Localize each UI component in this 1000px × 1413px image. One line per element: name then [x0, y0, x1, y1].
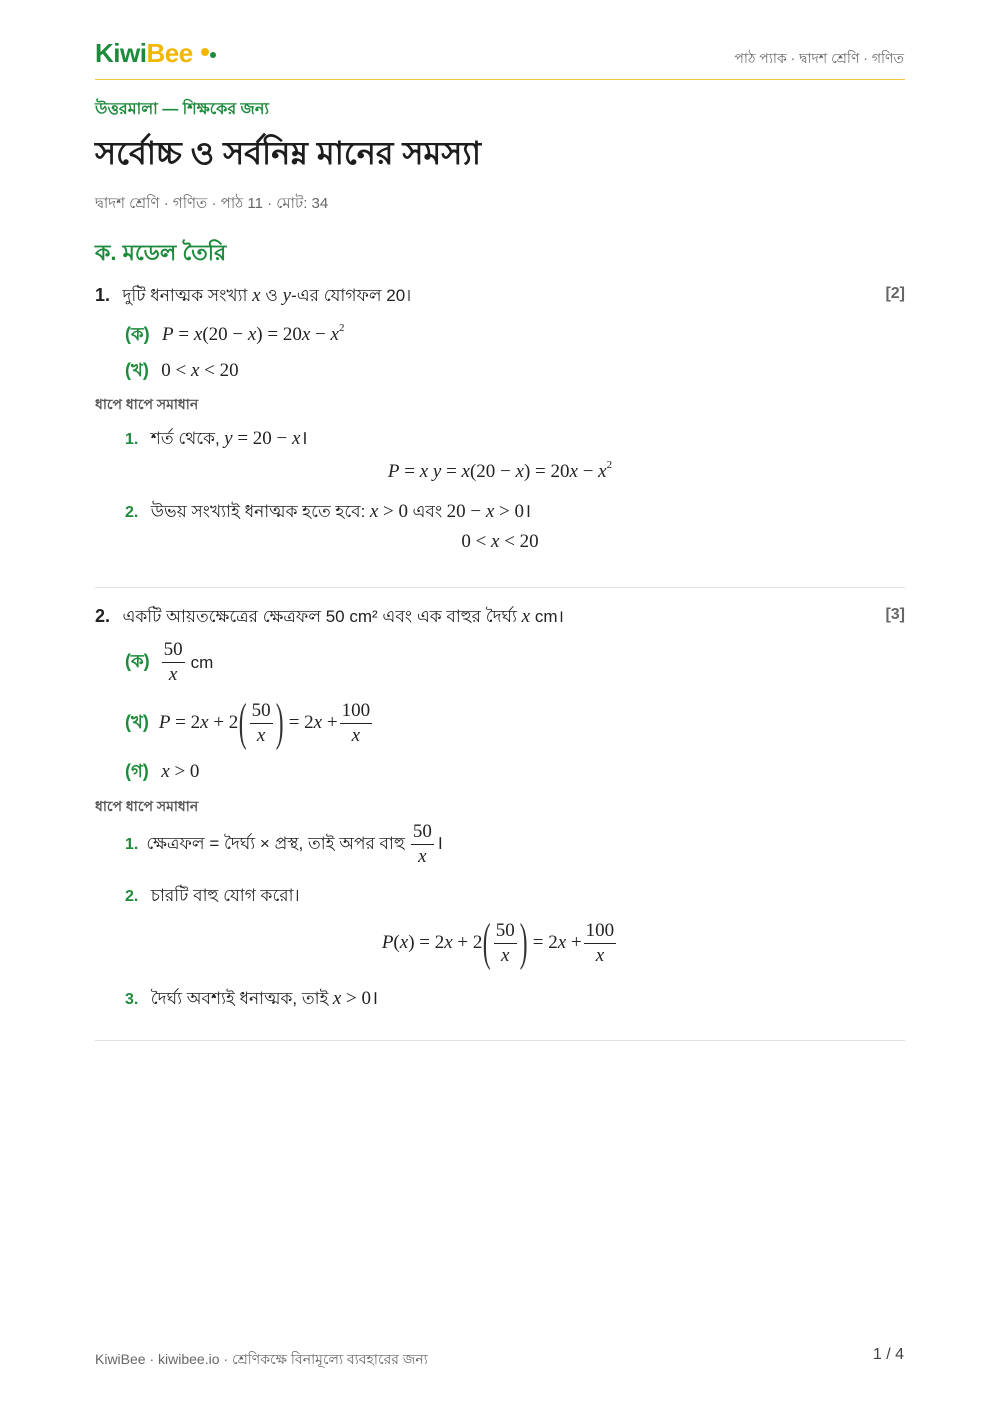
question-text-part: একটি আয়তক্ষেত্রের ক্ষেত্রফল 50 cm² এবং এক বাহুর দৈর্ঘ্য	[122, 607, 517, 626]
step-2-1	[125, 822, 443, 867]
step-expression: $\frac{50}{x}$ ।	[412, 821, 444, 867]
step-2-2	[125, 883, 300, 911]
marks-badge: [3]	[885, 606, 905, 623]
step-expression: 20 − x > 0।	[446, 501, 532, 522]
step-number: 1.	[125, 835, 139, 853]
answer-expression: P = 2 x + 2 ( $\frac{50}{x}$ ) = 2 x + $\frac{100}{x}$	[158, 694, 371, 751]
header-meta: পাঠ প্যাক · দ্বাদশ শ্রেণি · গণিত	[734, 50, 904, 66]
step-text: শর্ত থেকে,	[150, 429, 220, 448]
answer-1b	[125, 356, 239, 387]
question-number: 2.	[95, 606, 111, 626]
display-equation: P ( x ) = 2 x + 2 ( $\frac{50}{x}$ ) = 2 x + $\frac{100}{x}$	[381, 914, 615, 971]
question-number: 1.	[95, 285, 111, 305]
footer-text: KiwiBee · kiwibee.io · শ্রেণিকক্ষে বিনামূল্যে ব্যবহারের জন্য	[95, 1351, 428, 1367]
answer-label: (ক)	[125, 651, 150, 671]
step-expression: y = 20 − x।	[224, 428, 308, 449]
logo-text-bee: Bee	[146, 38, 193, 68]
step-text: দৈর্ঘ্য অবশ্যই ধনাত্মক, তাই	[150, 989, 329, 1008]
steps-heading: ধাপে ধাপে সমাধান	[95, 798, 199, 814]
var-y: y	[282, 285, 292, 306]
answer-2b	[125, 694, 374, 751]
answer-1a	[125, 320, 344, 351]
question-text-part: -এর যোগফল 20।	[291, 286, 412, 305]
answer-expression: 0 < x < 20	[161, 360, 239, 381]
question-text-part: cm।	[534, 607, 564, 626]
display-equation: 0 < x < 20	[461, 531, 539, 552]
question-text-part: ও	[265, 286, 278, 305]
eyebrow: উত্তরমালা — শিক্ষকের জন্য	[95, 101, 270, 118]
step-1-1	[125, 424, 308, 454]
var-x: x	[521, 606, 531, 627]
answer-expression: x > 0	[161, 761, 200, 782]
step-expression: x > 0।	[332, 988, 379, 1009]
page-title: সর্বোচ্চ ও সর্বনিম্ন মানের সমস্যা	[95, 135, 481, 171]
question-divider	[95, 587, 905, 588]
step-expression: x > 0	[369, 501, 408, 522]
answer-label: (খ)	[125, 360, 149, 380]
display-equation: P = x $y = x(20 - x) = 20x - x^2$	[387, 459, 613, 482]
question-divider	[95, 1040, 905, 1041]
marks-badge: [2]	[885, 285, 905, 302]
step-number: 2.	[125, 504, 139, 521]
question-text	[122, 607, 563, 626]
logo-dots-icon	[199, 46, 217, 60]
step-conjunction: এবং	[412, 502, 443, 521]
page-subtitle: দ্বাদশ শ্রেণি · গণিত · পাঠ 11 · মোট: 34	[95, 195, 329, 212]
steps-heading: ধাপে ধাপে সমাধান	[95, 396, 199, 412]
answer-label: (ক)	[125, 324, 150, 344]
answer-2c	[125, 757, 199, 788]
question-text	[122, 286, 411, 305]
question-1	[95, 283, 905, 311]
header-rule	[95, 79, 905, 80]
step-2-3	[125, 984, 378, 1014]
step-text: উভয় সংখ্যাই ধনাত্মক হতে হবে:	[150, 502, 366, 521]
step-1-2	[125, 497, 531, 527]
page-number: 1 / 4	[872, 1346, 904, 1363]
step-number: 2.	[125, 888, 139, 905]
section-title: ক. মডেল তৈরি	[95, 240, 227, 265]
answer-expression: $P = x(20 - x) = 20x - x^2$	[162, 322, 345, 345]
var-x: x	[252, 285, 261, 306]
step-number: 3.	[125, 991, 139, 1008]
answer-unit: cm	[190, 652, 214, 672]
logo	[95, 38, 217, 69]
step-text: চারটি বাহু যোগ করো।	[150, 886, 300, 905]
step-number: 1.	[125, 431, 139, 448]
answer-label: (গ)	[125, 761, 149, 781]
logo-text-kiwi: Kiwi	[95, 38, 147, 68]
answer-label: (খ)	[125, 711, 149, 732]
answer-expression: $\frac{50}{x}$	[163, 639, 183, 685]
step-text: ক্ষেত্রফল = দৈর্ঘ্য × প্রস্থ, তাই অপর বাহু	[146, 833, 405, 853]
answer-2a	[125, 640, 213, 685]
question-2	[95, 604, 905, 632]
question-text-part: দুটি ধনাত্মক সংখ্যা	[122, 286, 248, 305]
